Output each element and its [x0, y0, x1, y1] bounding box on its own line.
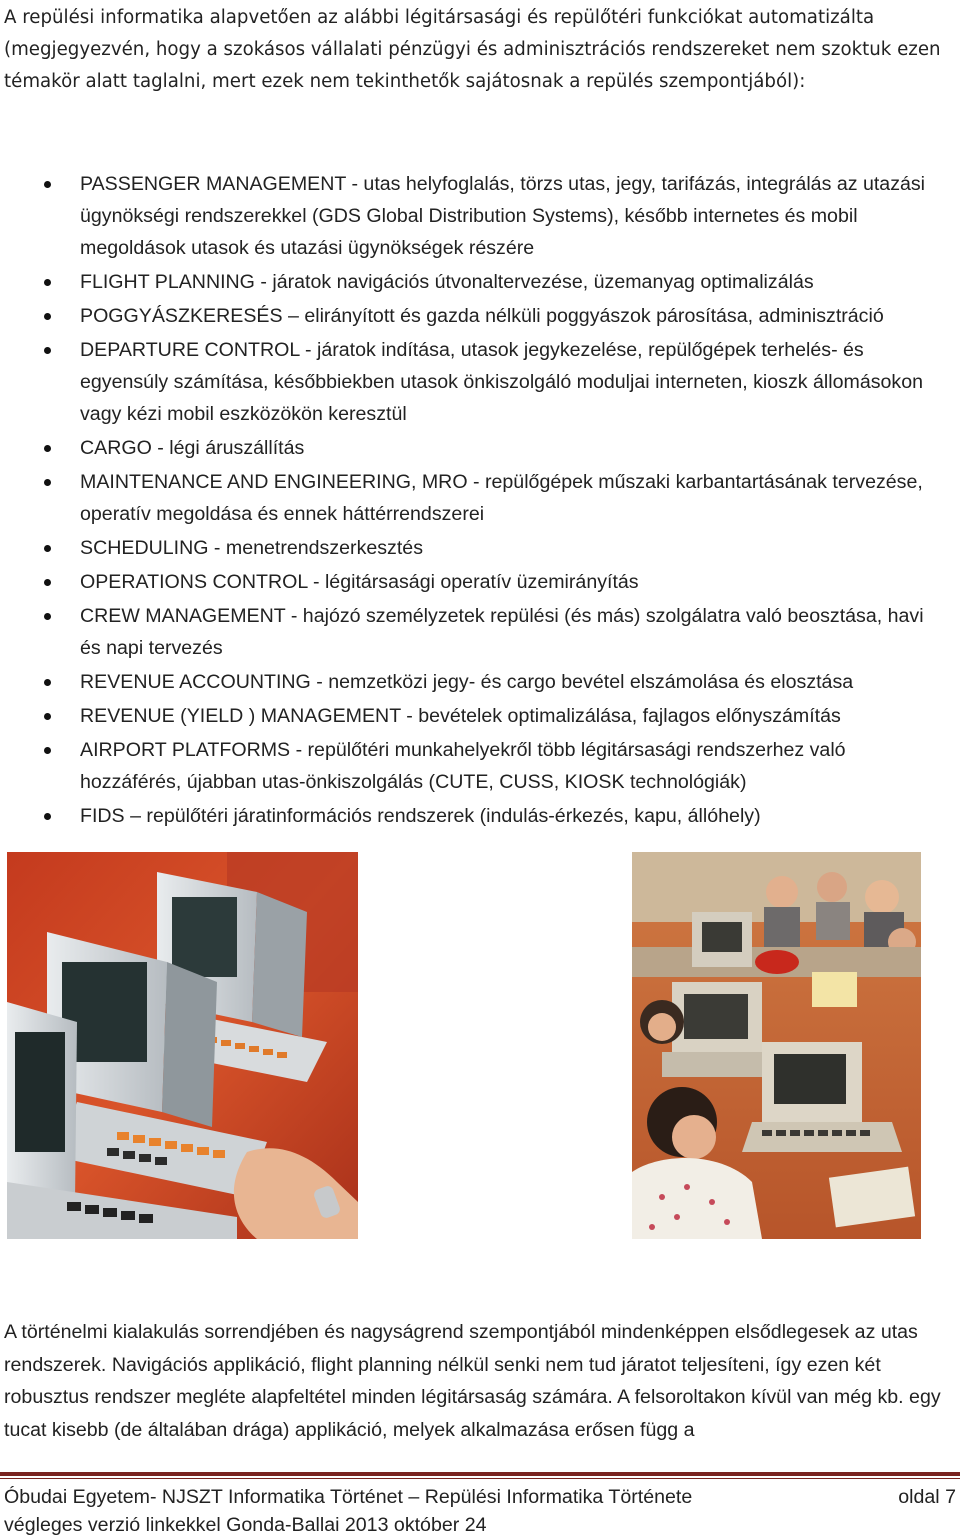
intro-paragraph: A repülési informatika alapvetően az alábbi légitársasági és repülőtéri funkciókat automatizálta (megjegyezvén, hogy a szokásos vállalati pénzügyi és adminisztrációs rendszereket nem szoktuk ezen témakör alatt taglalni, mert ezek nem tekinthetők sajátosnak a repülés szempontjából):	[4, 7, 941, 92]
list-item: OPERATIONS CONTROL - légitársasági operatív üzemirányítás	[0, 566, 960, 598]
history-paragraph: A történelmi kialakulás sorrendjében és nagyságrend szempontjából mindenképpen elsődlegesek az utas rendszerek. Navigációs applikáció, flight planning nélkül senki nem tud járatot teljesíteni, így ezen két robusztus rendszer megléte alapfeltétel minden légitársaság számára. A felsoroltakon kívül van még kb. egy tucat kisebb (de általában drága) applikáció, melyek alkalmazása erősen függ a	[4, 1321, 941, 1441]
function-list	[0, 168, 960, 834]
terminals-photo	[7, 852, 358, 1239]
list-item: FLIGHT PLANNING - járatok navigációs útvonaltervezése, üzemanyag optimalizálás	[0, 266, 960, 298]
bullet-icon	[44, 445, 51, 452]
bullet-icon	[44, 713, 51, 720]
list-item: POGGYÁSZKERESÉS – elirányított és gazda nélküli poggyászok párosítása, adminisztráció	[0, 300, 960, 332]
bullet-icon	[44, 747, 51, 754]
reservation-office-photo	[632, 852, 921, 1239]
list-item: MAINTENANCE AND ENGINEERING, MRO - repülőgépek műszaki karbantartásának tervezése, operatív megoldása és ennek háttérrendszerei	[0, 466, 960, 530]
bullet-icon	[44, 181, 51, 188]
bullet-icon	[44, 347, 51, 354]
bullet-icon	[44, 679, 51, 686]
list-item: FIDS – repülőtéri járatinformációs rendszerek (indulás-érkezés, kapu, állóhely)	[0, 800, 960, 832]
list-item: DEPARTURE CONTROL - járatok indítása, utasok jegykezelése, repülőgépek terhelés- és egyensúly számítása, későbbiekben utasok önkiszolgáló moduljai interneten, kioszk állomásokon vagy kézi mobil eszközökön keresztül	[0, 334, 960, 430]
bullet-icon	[44, 613, 51, 620]
bullet-icon	[44, 813, 51, 820]
list-item: REVENUE (YIELD ) MANAGEMENT - bevételek optimalizálása, fajlagos előnyszámítás	[0, 700, 960, 732]
list-item: AIRPORT PLATFORMS - repülőtéri munkahelyekről több légitársasági rendszerhez való hozzáférés, újabban utas-önkiszolgálás (CUTE, CUSS, KIOSK technológiák)	[0, 734, 960, 798]
footer-rule	[0, 1472, 960, 1476]
bullet-icon	[44, 313, 51, 320]
footer-version: végleges verzió linkekkel Gonda-Ballai 2013 október 24	[4, 1514, 487, 1536]
footer-title: Óbudai Egyetem- NJSZT Informatika Történet – Repülési Informatika Története	[4, 1486, 693, 1508]
bullet-icon	[44, 479, 51, 486]
list-item: CARGO - légi áruszállítás	[0, 432, 960, 464]
list-item: SCHEDULING - menetrendszerkesztés	[0, 532, 960, 564]
page-number: oldal 7	[898, 1486, 956, 1508]
list-item: REVENUE ACCOUNTING - nemzetközi jegy- és cargo bevétel elszámolása és elosztása	[0, 666, 960, 698]
list-item: CREW MANAGEMENT - hajózó személyzetek repülési (és más) szolgálatra való beosztása, havi és napi tervezés	[0, 600, 960, 664]
bullet-icon	[44, 545, 51, 552]
bullet-icon	[44, 579, 51, 586]
bullet-icon	[44, 279, 51, 286]
page-footer	[4, 1483, 956, 1539]
list-item: PASSENGER MANAGEMENT - utas helyfoglalás, törzs utas, jegy, tarifázás, integrálás az utazási ügynökségi rendszerekkel (GDS Global Distribution Systems), később internetes és mobil megoldások utasok és utazási ügynökségek részére	[0, 168, 960, 264]
footer-rule-thin	[0, 1478, 960, 1479]
